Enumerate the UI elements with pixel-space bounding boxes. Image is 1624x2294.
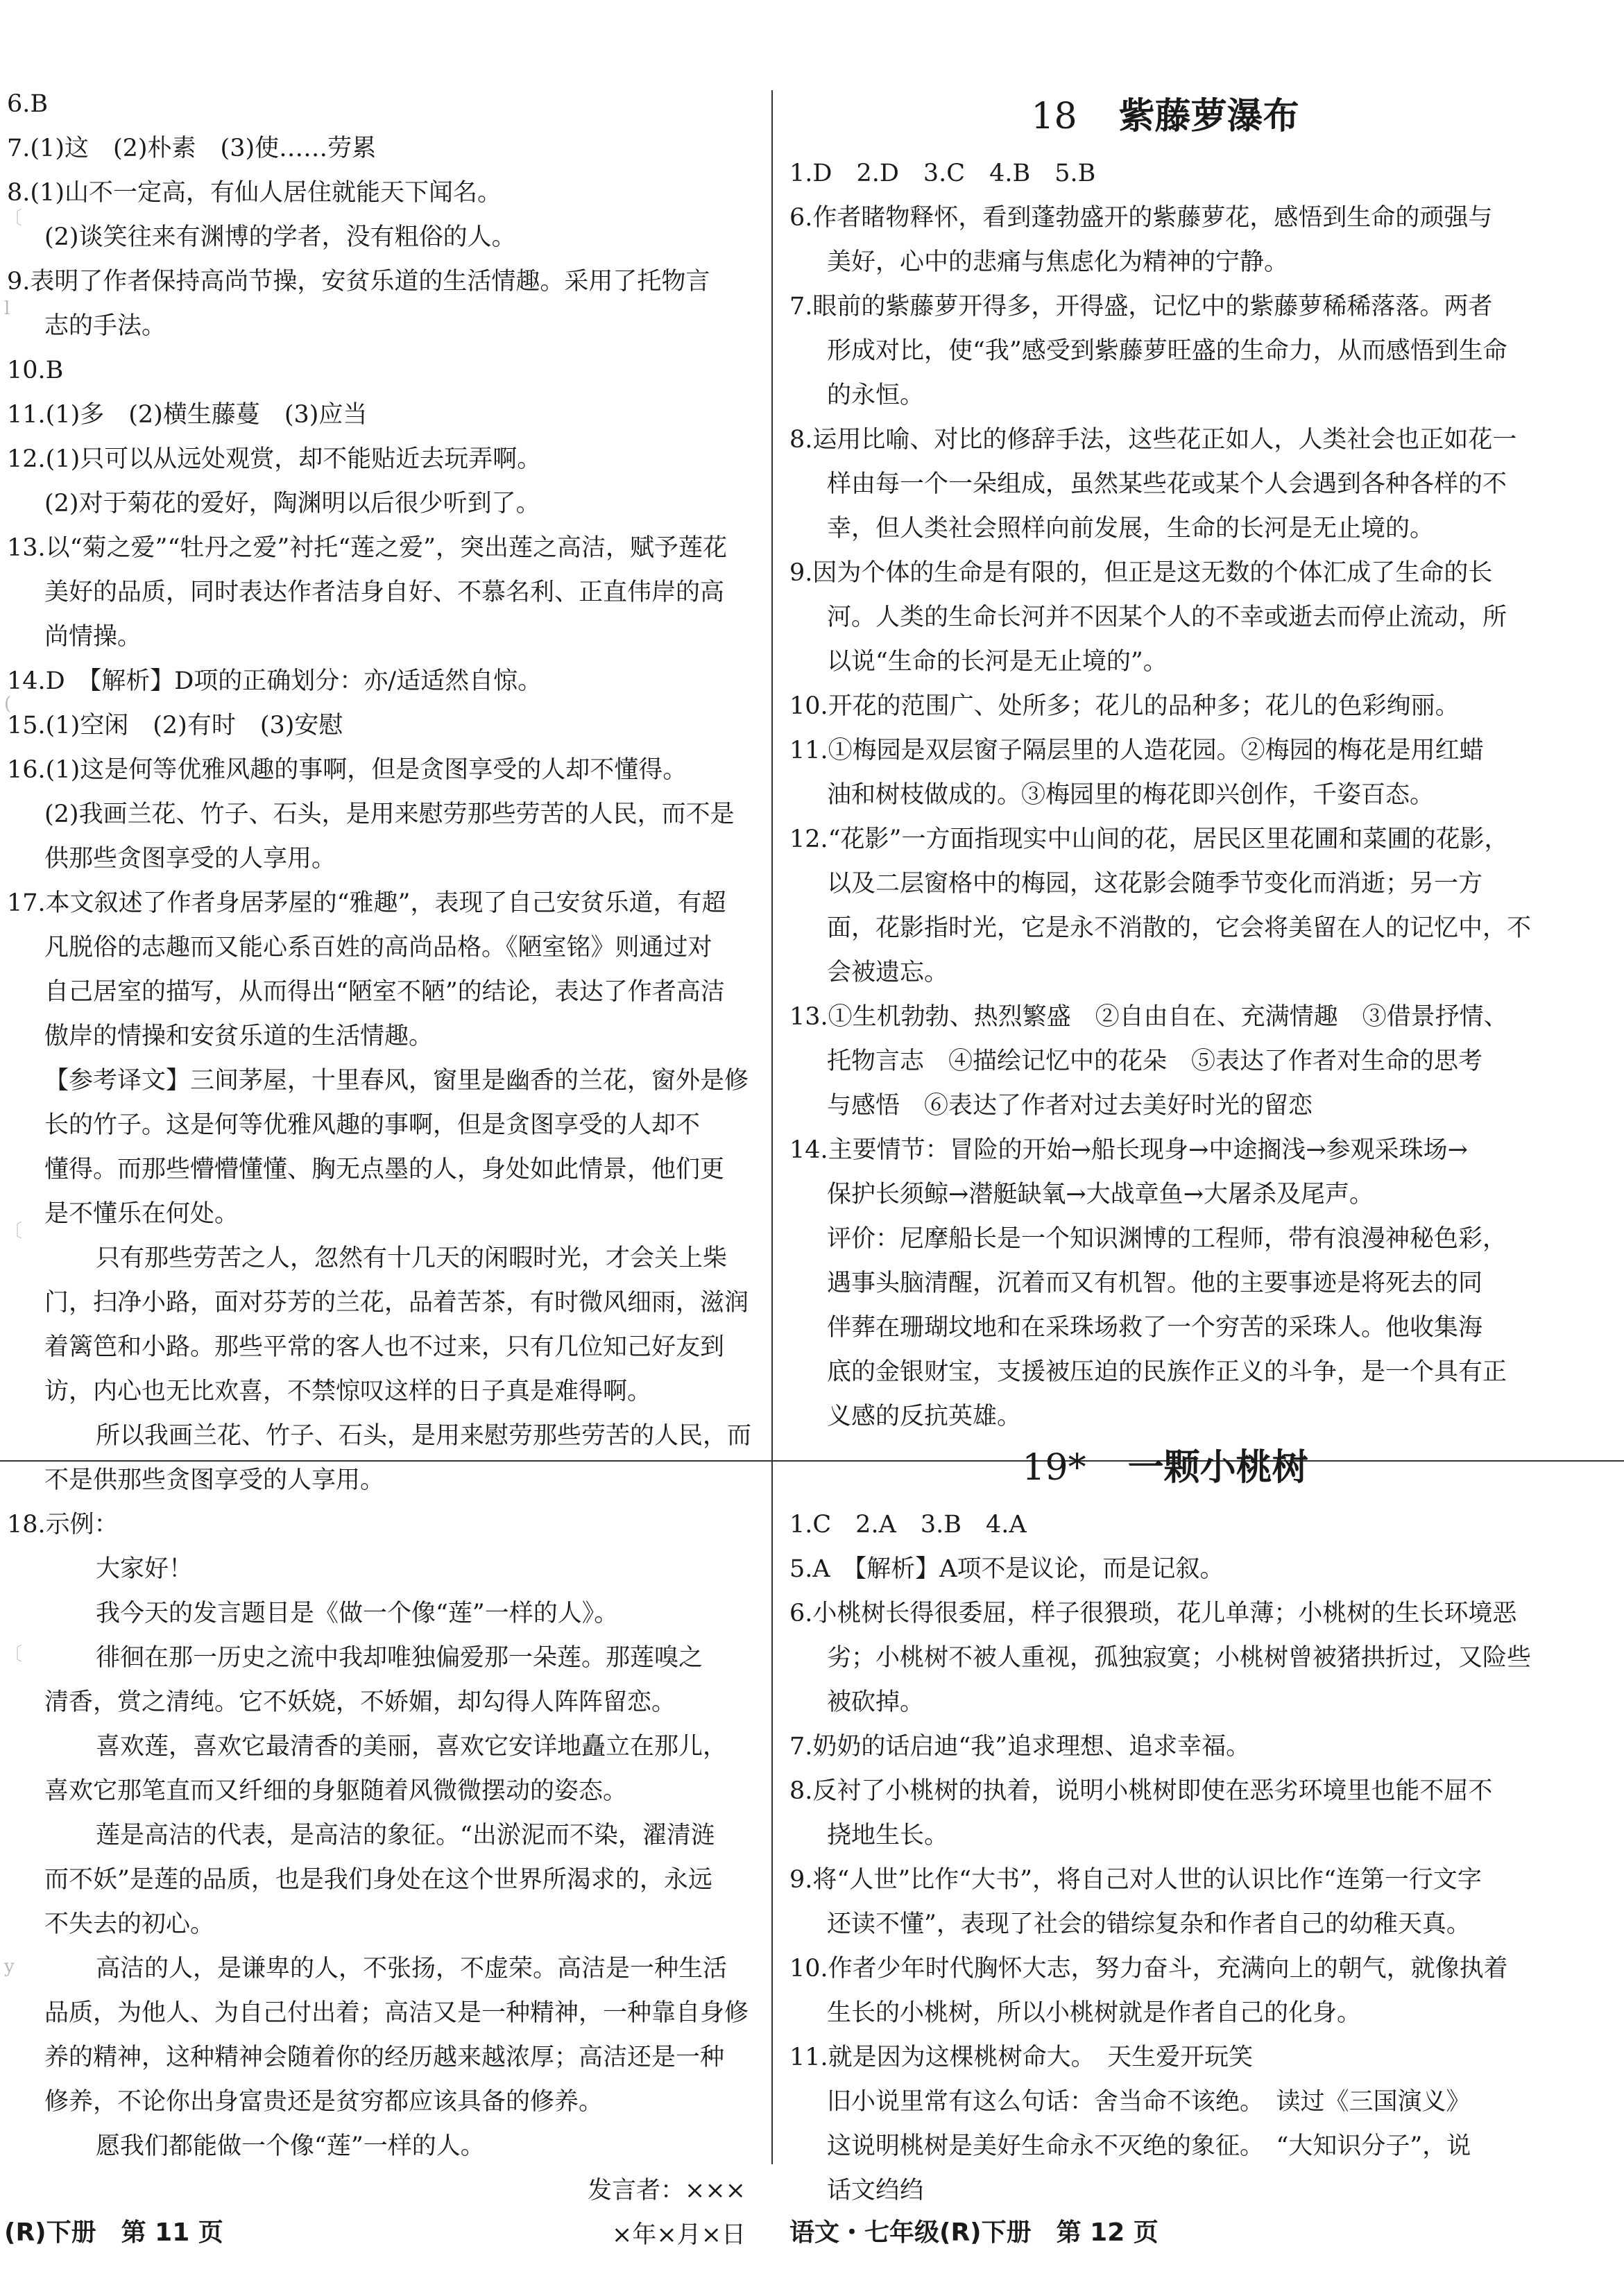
text-line: 7.(1)这 (2)朴素 (3)使……劳累 bbox=[7, 135, 377, 162]
section-18-heading bbox=[789, 82, 1541, 151]
text-line: 访，内心也无比欢喜，不禁惊叹这样的日子真是难得啊。 bbox=[44, 1378, 652, 1405]
text-line: 的永恒。 bbox=[827, 382, 925, 409]
text-line: 评价：尼摩船长是一个知识渊博的工程师，带有浪漫神秘色彩， bbox=[827, 1225, 1507, 1253]
left-column bbox=[7, 82, 753, 2257]
text-line: 不失去的初心。 bbox=[44, 1910, 215, 1938]
text-line: 只有那些劳苦之人，忽然有十几天的闲暇时光，才会关上柴 bbox=[96, 1244, 728, 1272]
text-line: 义感的反抗英雄。 bbox=[827, 1403, 1022, 1430]
text-line: 1.D 2.D 3.C 4.B 5.B bbox=[789, 160, 1096, 187]
text-line: 14.D 【解析】D项的正确划分：亦/适适然自惊。 bbox=[7, 667, 542, 695]
text-line: 喜欢它那笔直而又纤细的身躯随着风微微摆动的姿态。 bbox=[44, 1777, 628, 1805]
text-line: 11.(1)多 (2)横生藤蔓 (3)应当 bbox=[7, 401, 368, 429]
horizontal-rule-left bbox=[0, 1460, 771, 1462]
margin-mark: l bbox=[4, 298, 10, 319]
section-18-number: 18 bbox=[1031, 96, 1077, 137]
text-line: 这说明桃树是美好生命永不灭绝的象征。 “大知识分子”，说 bbox=[827, 2132, 1471, 2160]
right-column bbox=[789, 82, 1541, 2213]
section-18-answers bbox=[789, 151, 1541, 1439]
text-line: 是不懂乐在何处。 bbox=[44, 1200, 239, 1228]
text-line: 油和树枝做成的。③梅园里的梅花即兴创作，千姿百态。 bbox=[827, 781, 1435, 809]
text-line: 10.开花的范围广、处所多；花儿的品种多；花儿的色彩绚丽。 bbox=[789, 692, 1460, 720]
text-line: 喜欢莲，喜欢它最清香的美丽，喜欢它安详地矗立在那儿， bbox=[96, 1733, 728, 1761]
text-line: 6.作者睹物释怀，看到蓬勃盛开的紫藤萝花，感悟到生命的顽强与 bbox=[789, 204, 1493, 232]
text-line: 徘徊在那一历史之流中我却唯独偏爱那一朵莲。那莲嗅之 bbox=[96, 1644, 703, 1672]
text-line: 8.(1)山不一定高，有仙人居住就能天下闻名。 bbox=[7, 179, 502, 207]
text-line: 8.反衬了小桃树的执着，说明小桃树即使在恶劣环境里也能不屈不 bbox=[789, 1777, 1493, 1805]
text-line: 11.就是因为这棵桃树命大。 天生爱开玩笑 bbox=[789, 2044, 1254, 2071]
text-line: 11.①梅园是双层窗子隔层里的人造花园。②梅园的梅花是用红蜡 bbox=[789, 737, 1484, 764]
text-line: 而不妖”是莲的品质，也是我们身处在这个世界所渴求的，永远 bbox=[44, 1866, 712, 1894]
text-line: (2)谈笑往来有渊博的学者，没有粗俗的人。 bbox=[44, 223, 516, 251]
text-line: 18.示例： bbox=[7, 1511, 119, 1539]
text-line: 10.B bbox=[7, 357, 64, 384]
text-line: 志的手法。 bbox=[44, 312, 166, 340]
text-line: 清香，赏之清纯。它不妖娆，不娇媚，却勾得人阵阵留恋。 bbox=[44, 1688, 676, 1716]
text-line: 5.A 【解析】A项不是议论，而是记叙。 bbox=[789, 1555, 1224, 1583]
text-line: 尚情操。 bbox=[44, 623, 142, 651]
text-line: 6.小桃树长得很委屈，样子很猥琐，花儿单薄；小桃树的生长环境恶 bbox=[789, 1600, 1517, 1627]
footer-right-page-number: 语文・七年级(R)下册 第 12 页 bbox=[789, 2218, 1159, 2247]
text-line: 形成对比，使“我”感受到紫藤萝旺盛的生命力，从而感悟到生命 bbox=[827, 337, 1507, 365]
text-line: 还读不懂”，表现了社会的错综复杂和作者自己的幼稚天真。 bbox=[827, 1910, 1471, 1938]
text-line: 自己居室的描写，从而得出“陋室不陋”的结论，表达了作者高洁 bbox=[44, 978, 725, 1006]
text-line: 生长的小桃树，所以小桃树就是作者自己的化身。 bbox=[827, 1999, 1362, 2027]
text-line: 被砍掉。 bbox=[827, 1688, 925, 1716]
text-line: (2)我画兰花、竹子、石头，是用来慰劳那些劳苦的人民，而不是 bbox=[44, 801, 735, 828]
text-line: 凡脱俗的志趣而又能心系百姓的高尚品格。《陋室铭》则通过对 bbox=[44, 934, 712, 961]
text-line: 着篱笆和小路。那些平常的客人也不过来，只有几位知己好友到 bbox=[44, 1333, 725, 1361]
text-line: 我今天的发言题目是《做一个像“莲”一样的人》。 bbox=[96, 1600, 619, 1627]
text-line: 所以我画兰花、竹子、石头，是用来慰劳那些劳苦的人民，而 bbox=[96, 1422, 752, 1450]
section-19-heading bbox=[789, 1433, 1541, 1503]
text-line: 会被遗忘。 bbox=[827, 959, 949, 986]
text-line: 12.(1)只可以从远处观赏，却不能贴近去玩弄啊。 bbox=[7, 445, 542, 473]
text-line: 话文绉绉 bbox=[827, 2177, 925, 2205]
text-line: 9.因为个体的生命是有限的，但正是这无数的个体汇成了生命的长 bbox=[789, 559, 1493, 587]
footer-left-page-number: (R)下册 第 11 页 bbox=[4, 2218, 223, 2247]
text-line: 9.表明了作者保持高尚节操，安贫乐道的生活情趣。采用了托物言 bbox=[7, 268, 710, 296]
text-line: 12.“花影”一方面指现实中山间的花，居民区里花圃和菜圃的花影， bbox=[789, 825, 1509, 853]
text-line: 高洁的人，是谦卑的人，不张扬，不虚荣。高洁是一种生活 bbox=[96, 1955, 728, 1983]
text-line: 美好，心中的悲痛与焦虑化为精神的宁静。 bbox=[827, 248, 1289, 276]
text-line: 发言者：××× bbox=[588, 2177, 746, 2205]
text-line: 伴葬在珊瑚坟地和在采珠场救了一个穷苦的采珠人。他收集海 bbox=[827, 1314, 1483, 1342]
text-line: 面，花影指时光，它是永不消散的，它会将美留在人的记忆中，不 bbox=[827, 914, 1532, 942]
text-line: 与感悟 ⑥表达了作者对过去美好时光的留恋 bbox=[827, 1092, 1313, 1120]
text-line: 以及二层窗格中的梅园，这花影会随季节变化而消逝；另一方 bbox=[827, 870, 1483, 898]
text-line: 以说“生命的长河是无止境的”。 bbox=[827, 648, 1168, 676]
margin-mark: 〔 bbox=[4, 1644, 23, 1665]
text-line: 16.(1)这是何等优雅风趣的事啊，但是贪图享受的人却不懂得。 bbox=[7, 756, 687, 784]
text-line: (2)对于菊花的爱好，陶渊明以后很少听到了。 bbox=[44, 490, 540, 517]
margin-mark: ( bbox=[4, 694, 12, 714]
text-line: 样由每一个一朵组成，虽然某些花或某个人会遇到各种各样的不 bbox=[827, 470, 1507, 498]
text-line: 愿我们都能做一个像“莲”一样的人。 bbox=[96, 2132, 485, 2160]
text-line: 修养，不论你出身富贵还是贫穷都应该具备的修养。 bbox=[44, 2088, 604, 2116]
text-line: 13.①生机勃勃、热烈繁盛 ②自由自在、充满情趣 ③借景抒情、 bbox=[789, 1003, 1508, 1031]
text-line: 幸，但人类社会照样向前发展，生命的长河是无止境的。 bbox=[827, 515, 1435, 542]
margin-mark: y bbox=[4, 1956, 15, 1977]
text-line: 美好的品质，同时表达作者洁身自好、不慕名利、正直伟岸的高 bbox=[44, 579, 725, 606]
margin-mark: 〔 bbox=[4, 1221, 23, 1242]
text-line: 遇事头脑清醒，沉着而又有机智。他的主要事迹是将死去的同 bbox=[827, 1269, 1483, 1297]
text-line: 傲岸的情操和安贫乐道的生活情趣。 bbox=[44, 1022, 434, 1050]
text-line: 劣；小桃树不被人重视，孤独寂寞；小桃树曾被猪拱折过，又险些 bbox=[827, 1644, 1532, 1672]
text-line: 14.主要情节：冒险的开始→船长现身→中途搁浅→参观采珠场→ bbox=[789, 1136, 1468, 1164]
text-line: 7.眼前的紫藤萝开得多，开得盛，记忆中的紫藤萝稀稀落落。两者 bbox=[789, 293, 1493, 320]
text-line: 13.以“菊之爱”“牡丹之爱”衬托“莲之爱”，突出莲之高洁，赋予莲花 bbox=[7, 534, 728, 562]
text-line: 保护长须鲸→潜艇缺氧→大战章鱼→大屠杀及尾声。 bbox=[827, 1181, 1374, 1208]
text-line: 1.C 2.A 3.B 4.A bbox=[789, 1511, 1027, 1539]
text-line: 懂得。而那些懵懵懂懂、胸无点墨的人，身处如此情景，他们更 bbox=[44, 1156, 725, 1183]
text-line: 旧小说里常有这么句话：舍当命不该绝。 读过《三国演义》 bbox=[827, 2088, 1471, 2116]
column-divider bbox=[771, 90, 773, 2164]
text-line: 9.将“人世”比作“大书”，将自己对人世的认识比作“连第一行文字 bbox=[789, 1866, 1482, 1894]
text-line: 莲是高洁的代表，是高洁的象征。“出淤泥而不染，濯清涟 bbox=[96, 1822, 715, 1849]
text-line: 大家好！ bbox=[96, 1555, 194, 1583]
section-19-answers bbox=[789, 1503, 1541, 2213]
text-line: 供那些贪图享受的人享用。 bbox=[44, 845, 336, 873]
text-line: 长的竹子。这是何等优雅风趣的事啊，但是贪图享受的人却不 bbox=[44, 1111, 701, 1139]
text-line: 品质，为他人、为自己付出着；高洁又是一种精神，一种靠自身修 bbox=[44, 1999, 749, 2027]
text-line: 门，扫净小路，面对芬芳的兰花，品着苦茶，有时微风细雨，滋润 bbox=[44, 1289, 749, 1317]
text-line: 15.(1)空闲 (2)有时 (3)安慰 bbox=[7, 712, 343, 739]
text-line: 8.运用比喻、对比的修辞手法，这些花正如人，人类社会也正如花一 bbox=[789, 426, 1517, 454]
text-line: 养的精神，这种精神会随着你的经历越来越浓厚；高洁还是一种 bbox=[44, 2044, 725, 2071]
text-line: 底的金银财宝，支援被压迫的民族作正义的斗争，是一个具有正 bbox=[827, 1358, 1507, 1386]
text-line: 6.B bbox=[7, 90, 49, 118]
section-18-title: 紫藤萝瀑布 bbox=[1118, 96, 1299, 137]
margin-mark: 〔 bbox=[4, 208, 23, 229]
text-line: ×年×月×日 bbox=[612, 2221, 746, 2249]
text-line: 挠地生长。 bbox=[827, 1822, 949, 1849]
text-line: 17.本文叙述了作者身居茅屋的“雅趣”，表现了自己安贫乐道，有超 bbox=[7, 889, 726, 917]
text-line: 【参考译文】三间茅屋，十里春风，窗里是幽香的兰花，窗外是修 bbox=[44, 1067, 749, 1095]
text-line: 不是供那些贪图享受的人享用。 bbox=[44, 1466, 385, 1494]
text-line: 河。人类的生命长河并不因某个人的不幸或逝去而停止流动，所 bbox=[827, 604, 1507, 631]
text-line: 7.奶奶的话启迪“我”追求理想、追求幸福。 bbox=[789, 1733, 1251, 1761]
section-19-title: 一颗小桃树 bbox=[1127, 1447, 1308, 1489]
text-line: 10.作者少年时代胸怀大志，努力奋斗，充满向上的朝气，就像执着 bbox=[789, 1955, 1508, 1983]
text-line: 托物言志 ④描绘记忆中的花朵 ⑤表达了作者对生命的思考 bbox=[827, 1047, 1483, 1075]
section-19-number: 19* bbox=[1022, 1447, 1086, 1489]
